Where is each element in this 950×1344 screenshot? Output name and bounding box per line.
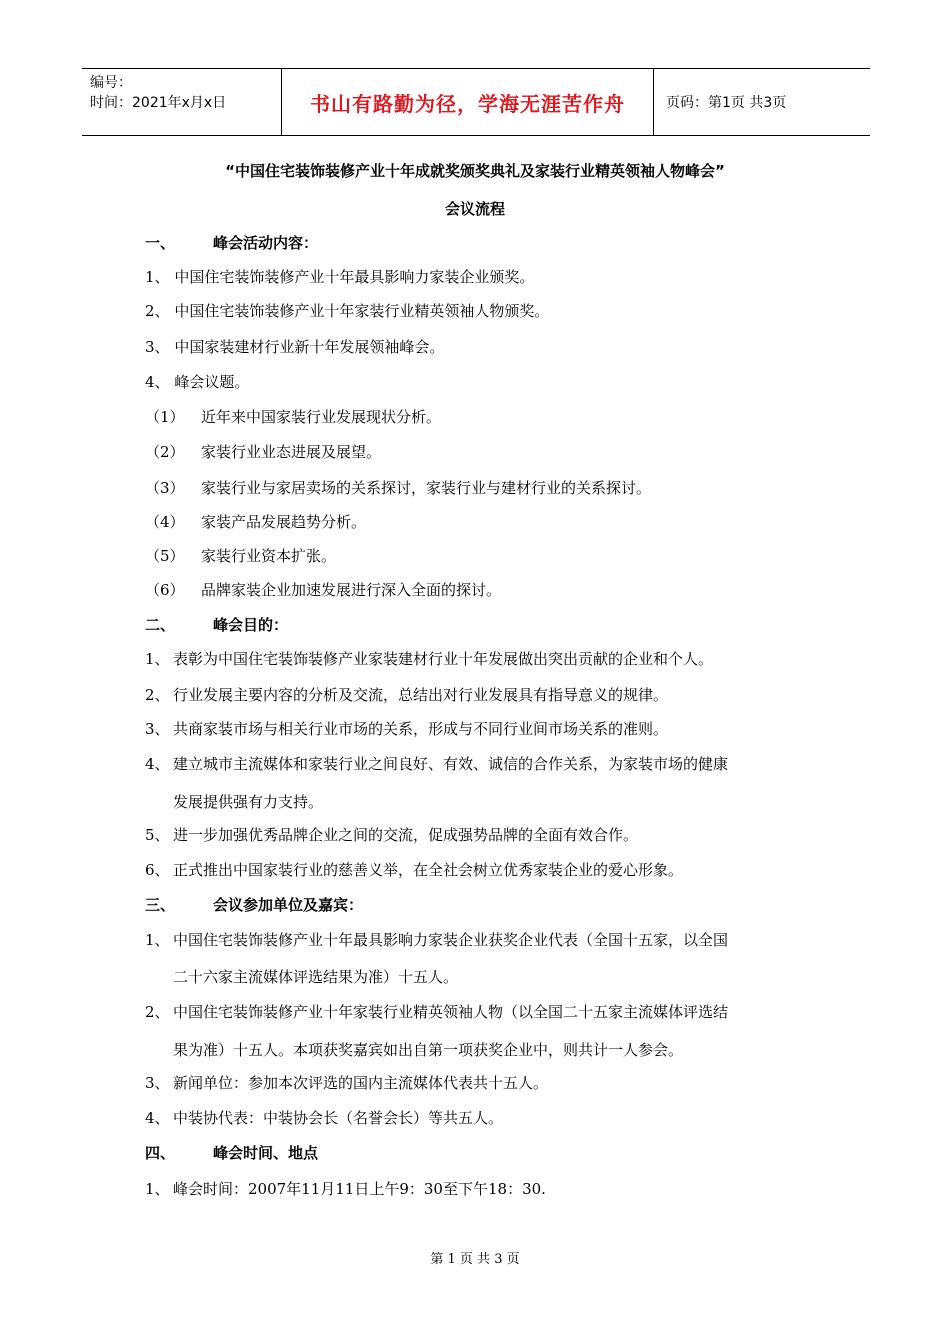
list-item: 2、 行业发展主要内容的分析及交流，总结出对行业发展具有指导意义的规律。 bbox=[145, 686, 669, 704]
section-title: 会议参加单位及嘉宾： bbox=[213, 896, 364, 914]
header-motto: 书山有路勤为径，学海无涯苦作舟 bbox=[310, 91, 625, 116]
list-item: 4、 中装协代表：中装协会长（名誉会长）等共五人。 bbox=[145, 1109, 504, 1127]
section-heading-2 bbox=[145, 614, 288, 635]
page-footer: 第 1 页 共 3 页 bbox=[430, 1252, 520, 1267]
document-subtitle: 会议流程 bbox=[444, 200, 505, 218]
time-label: 时间：2021年x月x日 bbox=[90, 95, 227, 111]
document-header bbox=[82, 68, 870, 136]
sub-list-item: （3） 家装行业与家居卖场的关系探讨，家装行业与建材行业的关系探讨。 bbox=[145, 479, 652, 497]
sub-list-item: （5） 家装行业资本扩张。 bbox=[145, 547, 337, 565]
list-item: 1、 表彰为中国住宅装饰装修产业家装建材行业十年发展做出突出贡献的企业和个人。 bbox=[145, 650, 714, 668]
list-item: 1、 峰会时间：2007年11月11日上午9：30至下午18：30. bbox=[145, 1180, 546, 1198]
sub-list-item: （6） 品牌家装企业加速发展进行深入全面的探讨。 bbox=[145, 581, 502, 599]
section-number: 四、 bbox=[145, 1144, 176, 1162]
header-meta bbox=[82, 69, 282, 135]
list-item-continuation: 二十六家主流媒体评选结果为准）十五人。 bbox=[173, 968, 459, 986]
sub-list-item: （4） 家装产品发展趋势分析。 bbox=[145, 513, 367, 531]
list-item: 3、 中国家装建材行业新十年发展领袖峰会。 bbox=[145, 338, 445, 356]
list-item: 6、 正式推出中国家装行业的慈善义举，在全社会树立优秀家装企业的爱心形象。 bbox=[145, 861, 684, 879]
list-item: 2、 中国住宅装饰装修产业十年家装行业精英领袖人物颁奖。 bbox=[145, 302, 550, 320]
section-heading-4 bbox=[145, 1142, 318, 1163]
section-title: 峰会目的： bbox=[213, 616, 289, 634]
section-heading-1 bbox=[145, 232, 318, 253]
document-title: “中国住宅装饰装修产业十年成就奖颁奖典礼及家装行业精英领袖人物峰会” bbox=[225, 162, 725, 180]
list-item-continuation: 果为准）十五人。本项获奖嘉宾如出自第一项获奖企业中，则共计一人参会。 bbox=[173, 1041, 684, 1059]
list-item: 4、 峰会议题。 bbox=[145, 373, 250, 391]
sub-list-item: （2） 家装行业业态进展及展望。 bbox=[145, 443, 382, 461]
list-item: 3、 共商家装市场与相关行业市场的关系，形成与不同行业间市场关系的准则。 bbox=[145, 720, 669, 738]
list-item: 1、 中国住宅装饰装修产业十年最具影响力家装企业颁奖。 bbox=[145, 268, 535, 286]
header-motto-cell bbox=[282, 69, 654, 135]
list-item-continuation: 发展提供强有力支持。 bbox=[173, 793, 324, 811]
section-number: 三、 bbox=[145, 896, 176, 914]
list-item: 2、 中国住宅装饰装修产业十年家装行业精英领袖人物（以全国二十五家主流媒体评选结 bbox=[145, 1003, 729, 1021]
serial-label: 编号： bbox=[90, 75, 132, 91]
section-number: 一、 bbox=[145, 234, 176, 252]
section-heading-3 bbox=[145, 894, 363, 915]
section-title: 峰会活动内容： bbox=[213, 234, 319, 252]
section-number: 二、 bbox=[145, 616, 176, 634]
list-item: 5、 进一步加强优秀品牌企业之间的交流，促成强势品牌的全面有效合作。 bbox=[145, 826, 639, 844]
section-title: 峰会时间、地点 bbox=[213, 1144, 319, 1162]
list-item: 4、 建立城市主流媒体和家装行业之间良好、有效、诚信的合作关系，为家装市场的健康 bbox=[145, 755, 729, 773]
list-item: 3、 新闻单位：参加本次评选的国内主流媒体代表共十五人。 bbox=[145, 1074, 549, 1092]
list-item: 1、 中国住宅装饰装修产业十年最具影响力家装企业获奖企业代表（全国十五家，以全国 bbox=[145, 931, 729, 949]
header-page-code: 页码：第1页 共3页 bbox=[666, 95, 787, 111]
sub-list-item: （1） 近年来中国家装行业发展现状分析。 bbox=[145, 408, 442, 426]
